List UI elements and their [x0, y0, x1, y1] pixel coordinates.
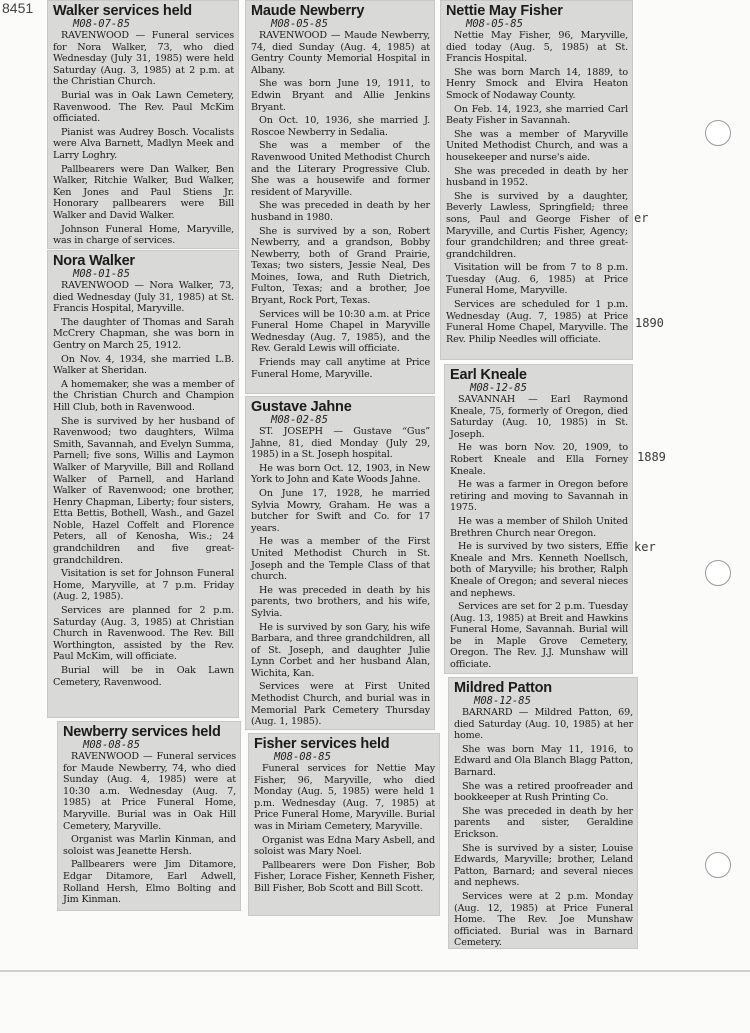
clipping-paragraph: RAVENWOOD — Funeral services for Maude Newberry, 74, who died Sunday (Aug. 4, 1985) were at 10:30 a.m. Wednesday (Aug. 7, 1985) at Price Funeral Home, Maryville. Burial was in Oak Hill Cemetery, Maryville. [63, 751, 236, 832]
margin-note: ker [634, 540, 656, 554]
clipping-paragraph: Pallbearers were Jim Ditamore, Edgar Ditamore, Earl Adwell, Rolland Hersh, Elmo Bolting and Jim Kinman. [63, 859, 236, 906]
handwritten-date: M08-08-85 [83, 739, 140, 751]
clipping-headline: Walker services held [53, 3, 192, 19]
clipping-paragraph: He is survived by two sisters, Effie Kneale and Mrs. Kenneth Noellsch, both of Maryville; his brother, Ralph Kneale of Oregon; and several nieces and nephews. [450, 541, 628, 599]
handwritten-date: M08-01-85 [73, 268, 130, 280]
clipping-walker-services [47, 0, 239, 249]
clipping-paragraph: She was born June 19, 1911, to Edwin Bryant and Allie Jenkins Bryant. [251, 78, 430, 113]
clipping-paragraph: Friends may call anytime at Price Funeral Home, Maryville. [251, 357, 430, 380]
clipping-headline: Nora Walker [53, 253, 135, 269]
clipping-paragraph: He was preceded in death by his parents, two brothers, and his wife, Sylvia. [251, 584, 430, 619]
clipping-paragraph: Services will be 10:30 a.m. at Price Funeral Home Chapel in Maryville Wednesday (Aug. 7, 1985), and the Rev. Gerald Lewis will officiate. [251, 308, 430, 355]
clipping-paragraph: ST. JOSEPH — Gustave “Gus” Jahne, 81, died Monday (July 29, 1985) in a St. Joseph hospital. [251, 426, 430, 461]
clipping-paragraph: Visitation is set for Johnson Funeral Home, Maryville, at 7 p.m. Friday (Aug. 2, 1985). [53, 568, 234, 603]
clipping-paragraph: She was born May 11, 1916, to Edward and Ola Blanch Blagg Patton, Barnard. [454, 743, 633, 778]
binder-hole [705, 852, 731, 878]
handwritten-date: M08-05-85 [271, 18, 328, 30]
clipping-gustave-jahne [245, 396, 435, 730]
clipping-paragraph: Services are planned for 2 p.m. Saturday (Aug. 3, 1985) at Christian Church in Ravenwood. The Rev. Bill Worthington, assisted by the Rev. Paul McKim, will officiate. [53, 605, 234, 663]
clipping-paragraph: He was born Nov. 20, 1909, to Robert Kneale and Ella Forney Kneale. [450, 442, 628, 477]
clipping-maude-newberry [245, 0, 435, 394]
scan-edge [0, 970, 750, 972]
clipping-paragraph: RAVENWOOD — Nora Walker, 73, died Wednesday (July 31, 1985) at St. Francis Hospital, Maryville. [53, 280, 234, 315]
clipping-paragraph: Pallbearers were Dan Walker, Ben Walker, Ritchie Walker, Bud Walker, Ken Jones and Paul Stiens Jr. Honorary pallbearers were Bill Walker and David Walker. [53, 163, 234, 221]
clipping-paragraph: The daughter of Thomas and Sarah McCrery Chapman, she was born in Gentry on March 25, 1912. [53, 316, 234, 351]
clipping-paragraph: He was a member of the First United Methodist Church in St. Joseph and the Temple Class of that church. [251, 536, 430, 583]
clipping-paragraph: He was a farmer in Oregon before retiring and moving to Savannah in 1975. [450, 479, 628, 514]
handwritten-date: M08-08-85 [274, 751, 331, 763]
handwritten-date: M08-07-85 [73, 18, 130, 30]
clipping-paragraph: She is survived by a sister, Louise Edwards, Maryville; brother, Leland Patton, Barnard; and several nieces and nephews. [454, 842, 633, 889]
clipping-headline: Gustave Jahne [251, 399, 352, 415]
clipping-earl-kneale [444, 364, 633, 674]
clipping-paragraph: On Oct. 10, 1936, she married J. Roscoe Newberry in Sedalia. [251, 115, 430, 138]
clipping-paragraph: Services are scheduled for 1 p.m. Wednesday (Aug. 7, 1985) at Price Funeral Home Chapel, Maryville. The Rev. Philip Needles will officiate. [446, 299, 628, 345]
clipping-paragraph: Pianist was Audrey Bosch. Vocalists were Alva Barnett, Madlyn Meek and Larry Loghry. [53, 126, 234, 161]
clipping-nora-walker [47, 250, 239, 718]
binder-hole [705, 560, 731, 586]
clipping-paragraph: He was a member of Shiloh United Brethren Church near Oregon. [450, 515, 628, 539]
clipping-paragraph: She was born March 14, 1889, to Henry Smock and Elvira Heaton Smock of Nodaway County. [446, 66, 628, 101]
clipping-paragraph: She is survived by a son, Robert Newberry, and a grandson, Bobby Newberry, both of Grand Prairie, Texas; two sisters, Jessie Neal, Des Moines, Iowa, and Ruth Dietrich, Fulton, Texas; and a brother, Joe Bryant, Rock Port, Texas. [251, 225, 430, 307]
clipping-paragraph: A homemaker, she was a member of the Christian Church and Champion Hill Club, both in Ravenwood. [53, 378, 234, 413]
clipping-headline: Mildred Patton [454, 680, 552, 696]
clipping-headline: Maude Newberry [251, 3, 365, 19]
clipping-paragraph: Visitation will be from 7 to 8 p.m. Tuesday (Aug. 6, 1985) at Price Funeral Home, Maryville. [446, 262, 628, 297]
clipping-paragraph: She is survived by her husband of Ravenwood; two daughters, Wilma Smith, Savannah, and Evelyn Summa, Parnell; five sons, Willis and Laymon Walker of Maryville, Bill and Rolland Walker of Parnell, and Harland Walker of Ravenwood; one brother, Henry Chapman, Liberty; four sisters, Etta Bettis, Bothell, Wash., and Gazel Noble, Hazel Coffelt and Florence Peters, all of Kenosha, Wis.; 24 grandchildren and five great-grandchildren. [53, 415, 234, 566]
clipping-paragraph: She was preceded in death by her husband in 1980. [251, 200, 430, 223]
clipping-paragraph: Johnson Funeral Home, Maryville, was in charge of services. [53, 223, 234, 247]
clipping-paragraph: RAVENWOOD — Maude Newberry, 74, died Sunday (Aug. 4, 1985) at Gentry County Memorial Hospital in Albany. [251, 30, 430, 76]
clipping-headline: Fisher services held [254, 736, 390, 752]
handwritten-date: M08-02-85 [271, 414, 328, 426]
clipping-paragraph: Services are set for 2 p.m. Tuesday (Aug. 13, 1985) at Breit and Hawkins Funeral Home, Savannah. Burial will be in Maple Grove Cemetery, Oregon. The Rev. J.J. Munshaw will officiate. [450, 601, 628, 671]
clipping-paragraph: She was a member of the Ravenwood United Methodist Church and the Literary Progressive Club. She was a housewife and former resident of Maryville. [251, 140, 430, 198]
clipping-headline: Newberry services held [63, 724, 221, 740]
clipping-paragraph: He is survived by son Gary, his wife Barbara, and three grandchildren, all of St. Joseph, and daughter Julie Lynn Corbet and her husband Alan, Wichita, Kan. [251, 621, 430, 679]
clipping-paragraph: On Feb. 14, 1923, she married Carl Beaty Fisher in Savannah. [446, 103, 628, 127]
margin-note: 1889 [637, 450, 666, 464]
clipping-paragraph: She was preceded in death by her parents and sister, Geraldine Erickson. [454, 805, 633, 840]
page-number: 8451 [2, 0, 34, 16]
clipping-mildred-patton [448, 677, 638, 949]
clipping-paragraph: She was preceded in death by her husband in 1952. [446, 165, 628, 189]
clipping-paragraph: Funeral services for Nettie May Fisher, 96, Maryville, who died Monday (Aug. 5, 1985) were held 1 p.m. Wednesday (Aug. 7, 1985) at Price Funeral Home, Maryville. Burial was in Miriam Cemetery, Maryville. [254, 763, 435, 832]
clipping-headline: Earl Kneale [450, 367, 527, 383]
margin-note: 1890 [635, 316, 664, 330]
clipping-paragraph: Pallbearers were Don Fisher, Bob Fisher, Lorace Fisher, Kenneth Fisher, Bill Fisher, Bob Scott and Bill Scott. [254, 859, 435, 894]
clipping-paragraph: She was a member of Maryville United Methodist Church, and was a housekeeper and nurse's aide. [446, 128, 628, 163]
clipping-newberry-services [57, 721, 241, 911]
handwritten-date: M08-12-85 [470, 382, 527, 394]
clipping-paragraph: SAVANNAH — Earl Raymond Kneale, 75, formerly of Oregon, died Saturday (Aug. 10, 1985) in St. Joseph. [450, 394, 628, 440]
clipping-paragraph: Nettie May Fisher, 96, Maryville, died today (Aug. 5, 1985) at St. Francis Hospital. [446, 30, 628, 65]
clipping-paragraph: BARNARD — Mildred Patton, 69, died Saturday (Aug. 10, 1985) at her home. [454, 707, 633, 742]
clipping-paragraph: He was born Oct. 12, 1903, in New York to John and Kate Woods Jahne. [251, 462, 430, 486]
margin-note: er [634, 211, 649, 225]
clipping-headline: Nettie May Fisher [446, 3, 563, 19]
clipping-paragraph: She was a retired proofreader and bookkeeper at Rush Printing Co. [454, 780, 633, 804]
clipping-paragraph: On June 17, 1928, he married Sylvia Mowry, Graham. He was a butcher for Swift and Co. for 17 years. [251, 487, 430, 534]
clipping-paragraph: Burial was in Oak Lawn Cemetery, Ravenwood. The Rev. Paul McKim officiated. [53, 89, 234, 125]
clipping-nettie-fisher [440, 0, 633, 360]
binder-hole [705, 120, 731, 146]
clipping-paragraph: Services were at 2 p.m. Monday (Aug. 12, 1985) at Price Funeral Home. The Rev. Joe Munshaw officiated. Burial was in Barnard Cemetery. [454, 890, 633, 949]
clipping-paragraph: Organist was Marlin Kinman, and soloist was Jeanette Hersh. [63, 834, 236, 857]
clipping-fisher-services [248, 733, 440, 916]
clipping-paragraph: RAVENWOOD — Funeral services for Nora Walker, 73, who died Wednesday (July 31, 1985) were held Saturday (Aug. 3, 1985) at 2 p.m. at the Christian Church. [53, 30, 234, 88]
clipping-paragraph: She is survived by a daughter, Beverly Lawless, Springfield; three sons, Paul and George Fisher of Maryville, and Curtis Fisher, Agency; four grandchildren; and three great-grandchildren. [446, 190, 628, 260]
clipping-paragraph: On Nov. 4, 1934, she married L.B. Walker at Sheridan. [53, 353, 234, 377]
clipping-paragraph: Burial will be in Oak Lawn Cemetery, Ravenwood. [53, 665, 234, 688]
clipping-paragraph: Services were at First United Methodist Church, and burial was in Memorial Park Cemetery Thursday (Aug. 1, 1985). [251, 681, 430, 728]
handwritten-date: M08-12-85 [474, 695, 531, 707]
handwritten-date: M08-05-85 [466, 18, 523, 30]
clipping-paragraph: Organist was Edna Mary Asbell, and soloist was Mary Noel. [254, 834, 435, 858]
